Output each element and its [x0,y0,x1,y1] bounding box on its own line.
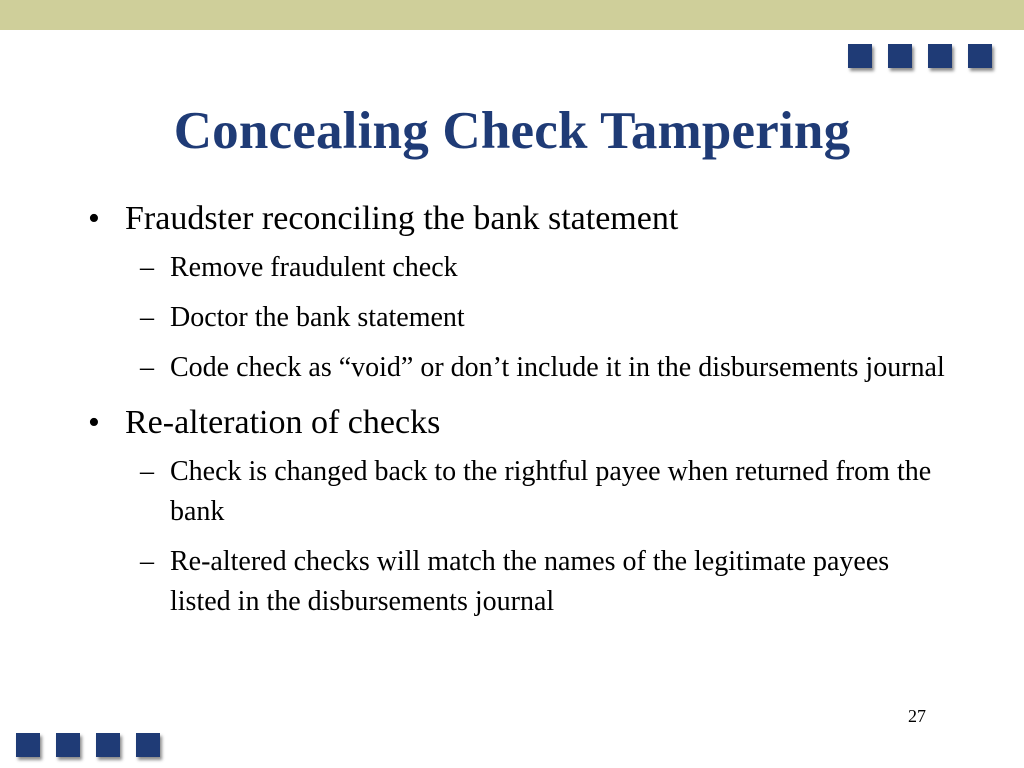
dash-marker: – [140,252,154,283]
sub-item [88,298,948,338]
square-icon [968,44,992,68]
square-icon [928,44,952,68]
slide-content [88,194,948,632]
sub-list [88,248,948,388]
square-icon [136,733,160,757]
bullet-text: Re-alteration of checks [125,404,441,441]
sub-list [88,452,948,622]
square-icon [56,733,80,757]
dash-marker: – [140,352,154,383]
square-icon [888,44,912,68]
sub-item-text: Re-altered checks will match the names of the legitimate payees listed in the disbursements journal [170,546,890,617]
slide-title: Concealing Check Tampering [173,102,851,160]
sub-item-text: Doctor the bank statement [170,302,465,333]
dash-marker: – [140,302,154,333]
sub-item [88,542,948,622]
top-decorative-band [0,0,1024,30]
square-icon [16,733,40,757]
bullet-text: Fraudster reconciling the bank statement [125,200,679,237]
sub-item [88,248,948,288]
square-icon [848,44,872,68]
bottom-square-decoration [16,733,160,757]
bullet-item [88,398,948,448]
sub-item-text: Remove fraudulent check [170,252,458,283]
square-icon [96,733,120,757]
sub-item [88,348,948,388]
sub-item-text: Code check as “void” or don’t include it in the disbursements journal [170,352,945,383]
sub-item [88,452,948,532]
page-number: 27 [908,706,926,726]
sub-item-text: Check is changed back to the rightful payee when returned from the bank [170,456,932,527]
dash-marker: – [140,456,154,487]
dash-marker: – [140,546,154,577]
top-square-decoration [848,44,992,68]
bullet-item [88,194,948,244]
